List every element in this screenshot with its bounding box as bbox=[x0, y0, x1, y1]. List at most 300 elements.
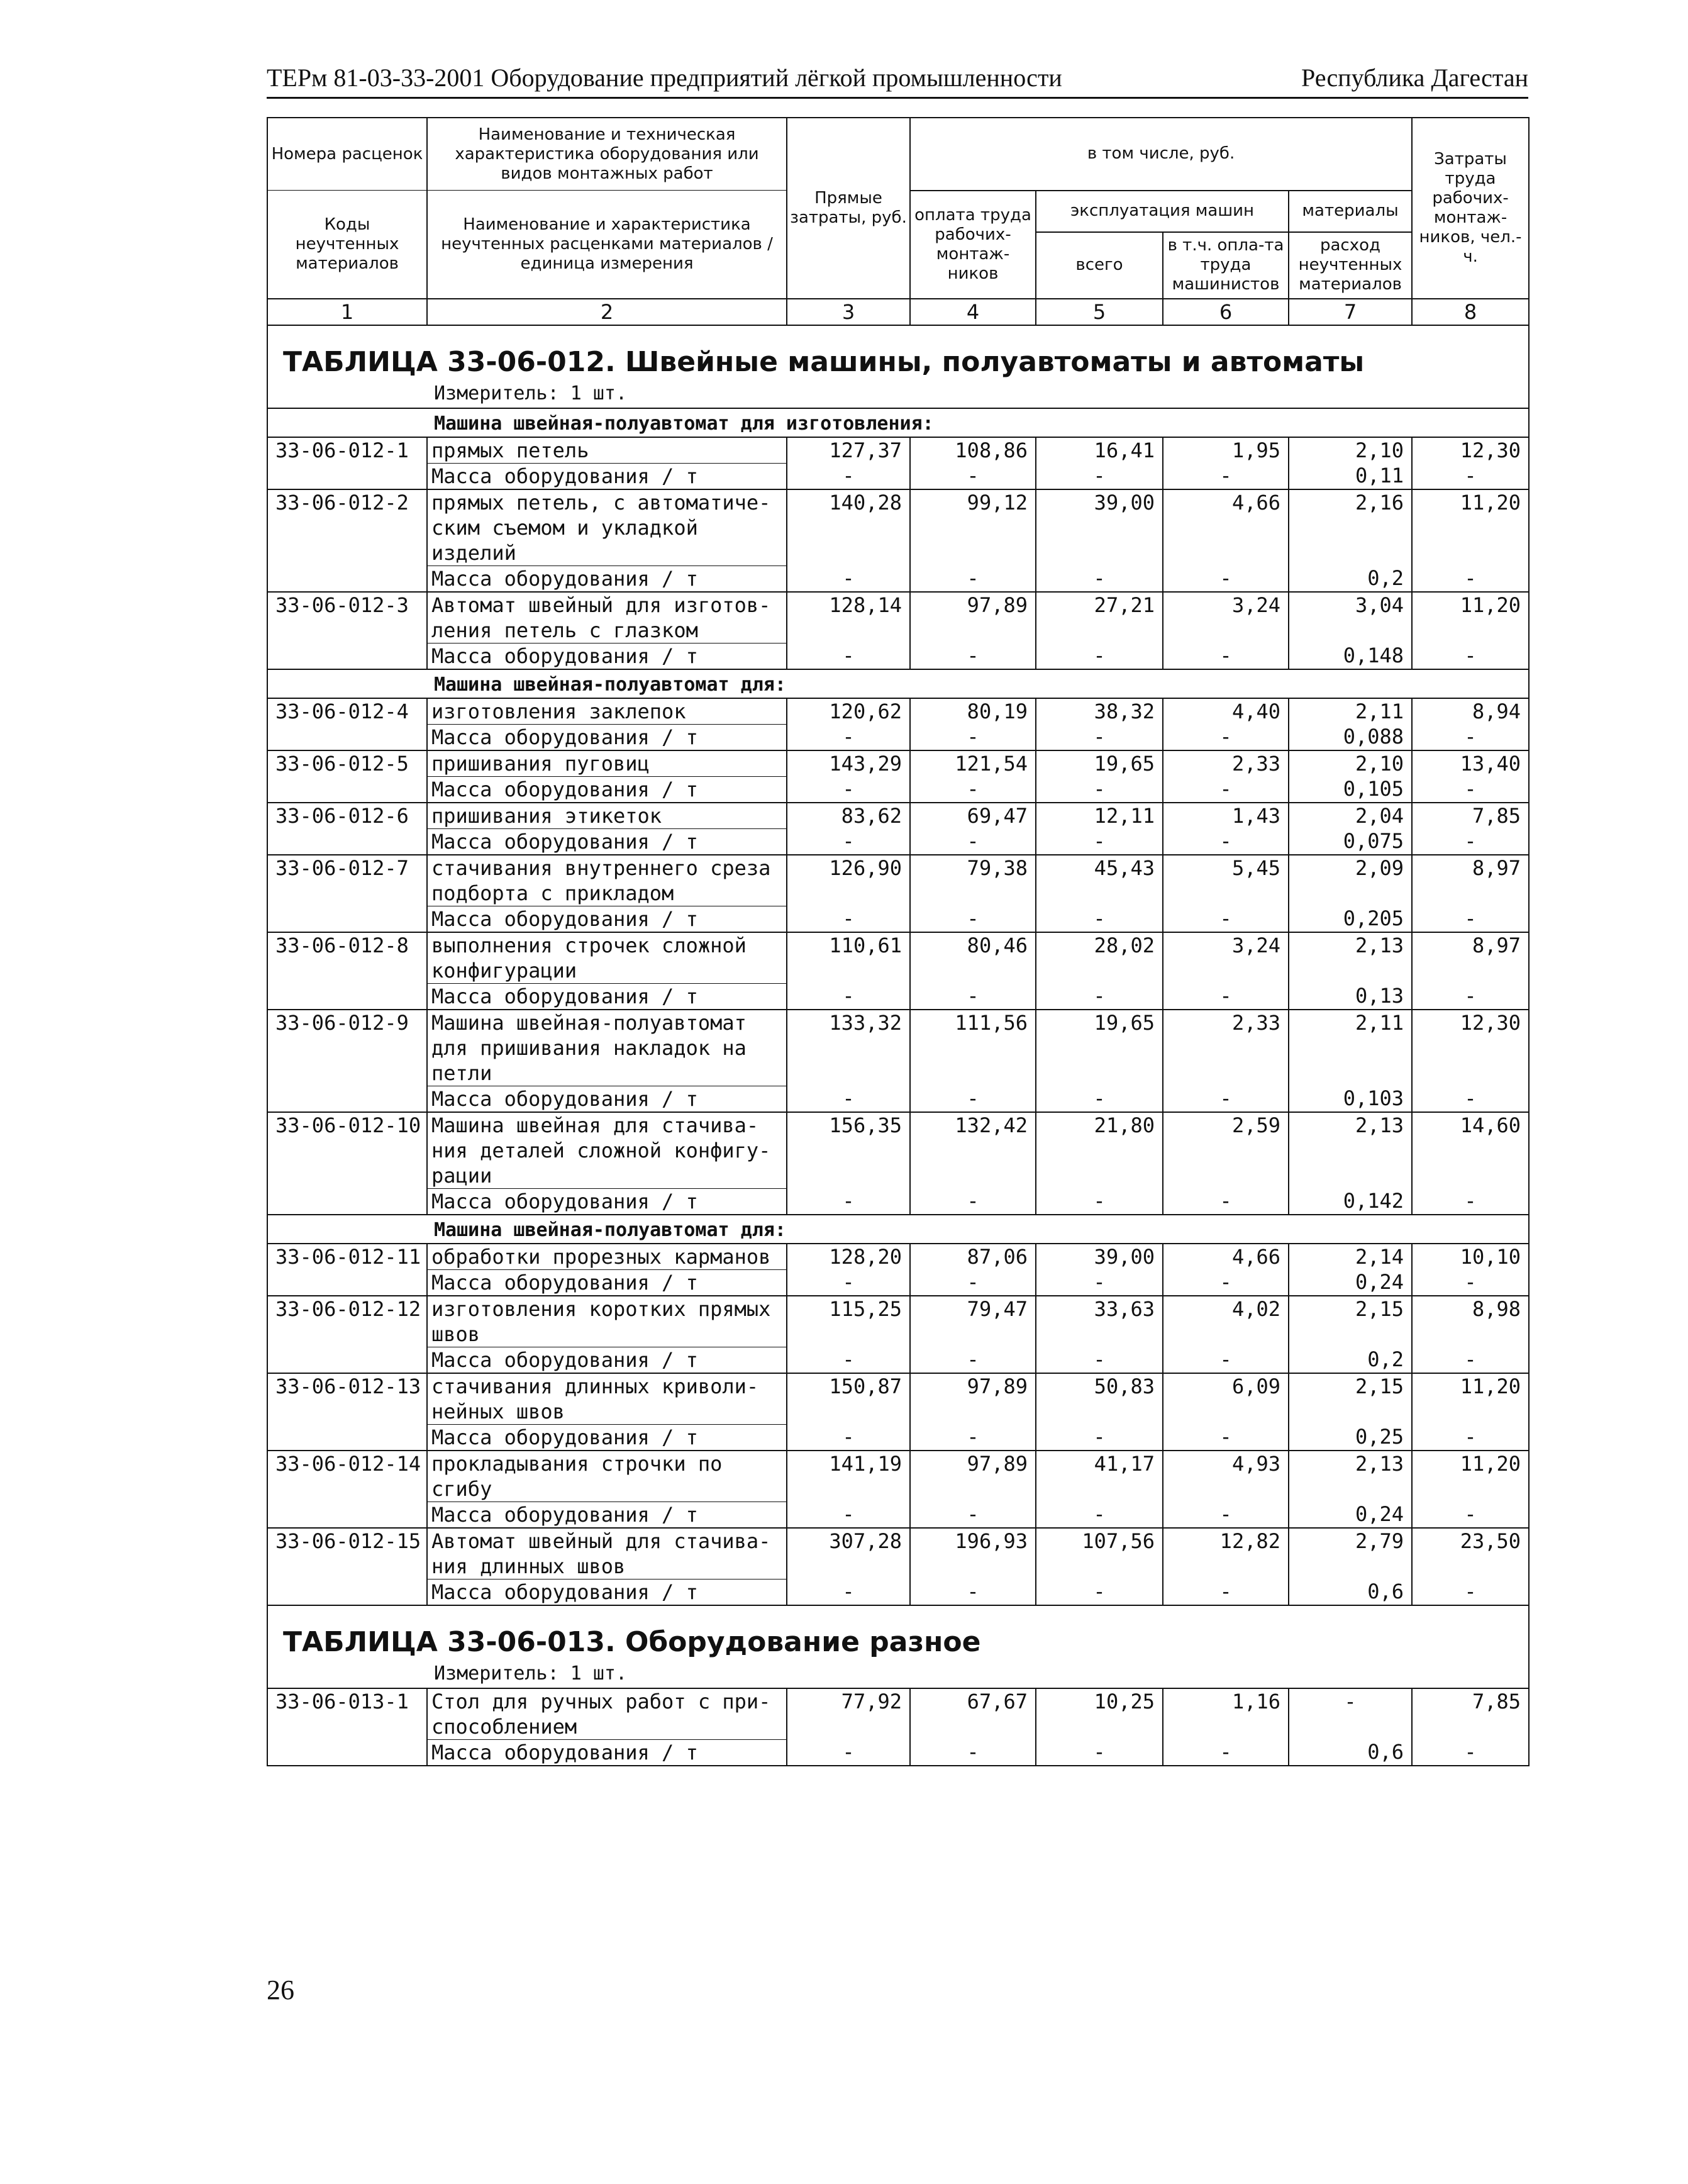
mass-label: Масса оборудования / т bbox=[427, 983, 787, 1010]
table-row bbox=[267, 1296, 1529, 1347]
work-name-line: нейных швов bbox=[431, 1399, 565, 1424]
mass-dash-c4: - bbox=[910, 463, 1036, 489]
group-heading-row bbox=[267, 408, 1529, 437]
value-c3: 307,28 bbox=[787, 1528, 910, 1580]
mass-label: Масса оборудования / т bbox=[427, 724, 787, 750]
mass-code-blank bbox=[267, 983, 427, 1010]
mass-label: Масса оборудования / т bbox=[427, 1347, 787, 1373]
header-row-1 bbox=[267, 118, 1529, 191]
mass-row bbox=[267, 1502, 1529, 1528]
work-name-line: изготовления коротких прямых bbox=[431, 1296, 771, 1321]
rate-code: 33-06-012-4 bbox=[267, 698, 427, 725]
col4-header: оплата труда рабочих-монтаж-ников bbox=[910, 191, 1036, 299]
mass-dash-c8: - bbox=[1412, 724, 1529, 750]
value-c7: 2,79 bbox=[1289, 1528, 1412, 1580]
value-c6: 4,40 bbox=[1163, 698, 1289, 725]
work-name-line: петли bbox=[431, 1061, 492, 1085]
mass-dash-c4: - bbox=[910, 1502, 1036, 1528]
rate-code: 33-06-012-9 bbox=[267, 1010, 427, 1086]
mass-value: 0,2 bbox=[1289, 1347, 1412, 1373]
value-c8: 7,85 bbox=[1412, 1688, 1529, 1740]
page-number: 26 bbox=[267, 1975, 294, 2005]
value-c5: 27,21 bbox=[1036, 592, 1163, 644]
value-c4: 79,38 bbox=[910, 855, 1036, 906]
mass-value: 0,088 bbox=[1289, 724, 1412, 750]
mass-dash-c4: - bbox=[910, 983, 1036, 1010]
rate-code: 33-06-012-13 bbox=[267, 1373, 427, 1425]
mass-dash-c4: - bbox=[910, 776, 1036, 803]
value-c5: 33,63 bbox=[1036, 1296, 1163, 1347]
col1-header-bottom: Коды неучтенных материалов bbox=[267, 191, 427, 299]
value-c7: 2,16 bbox=[1289, 489, 1412, 566]
included-header: в том числе, руб. bbox=[910, 118, 1412, 191]
mass-dash-c8: - bbox=[1412, 828, 1529, 855]
work-name-line: ния деталей сложной конфигу- bbox=[431, 1138, 771, 1162]
mass-dash-c8: - bbox=[1412, 463, 1529, 489]
mass-dash-c6: - bbox=[1163, 1502, 1289, 1528]
col8-header: Затраты труда рабочих-монтаж-ников, чел.-ч. bbox=[1412, 118, 1529, 299]
col2-header-top: Наименование и техническая характеристика оборудования или видов монтажных работ bbox=[427, 118, 787, 191]
value-c5: 28,02 bbox=[1036, 932, 1163, 984]
value-c6: 3,24 bbox=[1163, 592, 1289, 644]
mass-code-blank bbox=[267, 1502, 427, 1528]
mass-dash-c6: - bbox=[1163, 1086, 1289, 1112]
value-c7: 2,13 bbox=[1289, 1451, 1412, 1502]
rate-code: 33-06-012-7 bbox=[267, 855, 427, 906]
table-row bbox=[267, 750, 1529, 777]
work-name-line: прямых петель bbox=[431, 438, 589, 462]
value-c6: 4,02 bbox=[1163, 1296, 1289, 1347]
value-c4: 69,47 bbox=[910, 803, 1036, 829]
value-c8: 11,20 bbox=[1412, 1373, 1529, 1425]
mass-dash-c4: - bbox=[910, 566, 1036, 592]
mass-dash-c8: - bbox=[1412, 1086, 1529, 1112]
mass-dash-c4: - bbox=[910, 1347, 1036, 1373]
mass-code-blank bbox=[267, 1739, 427, 1766]
mass-value: 0,205 bbox=[1289, 906, 1412, 932]
value-c7: 2,13 bbox=[1289, 932, 1412, 984]
value-c3: 127,37 bbox=[787, 437, 910, 464]
mass-dash-c5: - bbox=[1036, 1739, 1163, 1766]
mass-dash-c6: - bbox=[1163, 1188, 1289, 1215]
mass-dash-c3: - bbox=[787, 724, 910, 750]
mass-value: 0,6 bbox=[1289, 1739, 1412, 1766]
work-name bbox=[427, 1373, 787, 1425]
mass-code-blank bbox=[267, 1086, 427, 1112]
work-name-line: ния длинных швов bbox=[431, 1554, 626, 1578]
value-c8: 11,20 bbox=[1412, 489, 1529, 566]
mass-code-blank bbox=[267, 463, 427, 489]
value-c3: 120,62 bbox=[787, 698, 910, 725]
mass-dash-c5: - bbox=[1036, 983, 1163, 1010]
value-c6: 4,66 bbox=[1163, 1244, 1289, 1270]
mass-code-blank bbox=[267, 1579, 427, 1605]
value-c5: 16,41 bbox=[1036, 437, 1163, 464]
measure-unit: Измеритель: 1 шт. bbox=[267, 1660, 1529, 1688]
col1-header-top: Номера расценок bbox=[267, 118, 427, 191]
value-c5: 19,65 bbox=[1036, 750, 1163, 777]
value-c5: 38,32 bbox=[1036, 698, 1163, 725]
group-heading: Машина швейная-полуавтомат для: bbox=[267, 1215, 1529, 1244]
work-name-line: Стол для ручных работ с при- bbox=[431, 1689, 771, 1713]
table-row bbox=[267, 855, 1529, 906]
mass-row bbox=[267, 566, 1529, 592]
mass-code-blank bbox=[267, 906, 427, 932]
value-c3: 115,25 bbox=[787, 1296, 910, 1347]
materials-header: материалы bbox=[1289, 191, 1412, 232]
value-c8: 23,50 bbox=[1412, 1528, 1529, 1580]
col7-header: расход неучтенных материалов bbox=[1289, 232, 1412, 299]
mass-value: 0,11 bbox=[1289, 463, 1412, 489]
mass-dash-c8: - bbox=[1412, 1579, 1529, 1605]
value-c5: 50,83 bbox=[1036, 1373, 1163, 1425]
mass-dash-c3: - bbox=[787, 828, 910, 855]
mass-dash-c3: - bbox=[787, 566, 910, 592]
work-name bbox=[427, 803, 787, 829]
work-name-line: Автомат швейный для стачива- bbox=[431, 1529, 771, 1553]
table-row bbox=[267, 1244, 1529, 1270]
value-c6: 4,93 bbox=[1163, 1451, 1289, 1502]
table-row bbox=[267, 1451, 1529, 1502]
value-c4: 108,86 bbox=[910, 437, 1036, 464]
mass-label: Масса оборудования / т bbox=[427, 1086, 787, 1112]
mass-dash-c3: - bbox=[787, 1269, 910, 1296]
running-header-region: Республика Дагестан bbox=[1301, 64, 1528, 92]
mass-dash-c4: - bbox=[910, 1086, 1036, 1112]
mass-value: 0,142 bbox=[1289, 1188, 1412, 1215]
mass-label: Масса оборудования / т bbox=[427, 1502, 787, 1528]
mass-dash-c8: - bbox=[1412, 1347, 1529, 1373]
mass-dash-c3: - bbox=[787, 1188, 910, 1215]
value-c3: 143,29 bbox=[787, 750, 910, 777]
mass-label: Масса оборудования / т bbox=[427, 1739, 787, 1766]
mass-dash-c8: - bbox=[1412, 906, 1529, 932]
work-name-line: пришивания пуговиц bbox=[431, 751, 650, 776]
mass-dash-c4: - bbox=[910, 906, 1036, 932]
value-c4: 121,54 bbox=[910, 750, 1036, 777]
value-c5: 12,11 bbox=[1036, 803, 1163, 829]
work-name-line: рации bbox=[431, 1163, 492, 1188]
mass-dash-c3: - bbox=[787, 983, 910, 1010]
mass-row bbox=[267, 776, 1529, 803]
rate-code: 33-06-012-5 bbox=[267, 750, 427, 777]
mass-label: Масса оборудования / т bbox=[427, 463, 787, 489]
rate-code: 33-06-013-1 bbox=[267, 1688, 427, 1740]
mass-dash-c5: - bbox=[1036, 724, 1163, 750]
measure-row bbox=[267, 380, 1529, 408]
mass-dash-c3: - bbox=[787, 906, 910, 932]
col2-header-bottom: Наименование и характеристика неучтенных расценками материалов / единица измерения bbox=[427, 191, 787, 299]
mass-dash-c5: - bbox=[1036, 1579, 1163, 1605]
mass-dash-c4: - bbox=[910, 1579, 1036, 1605]
work-name-line: стачивания внутреннего среза bbox=[431, 855, 771, 880]
value-c7: 2,15 bbox=[1289, 1373, 1412, 1425]
table-row bbox=[267, 1010, 1529, 1086]
table-row bbox=[267, 932, 1529, 984]
mass-dash-c6: - bbox=[1163, 566, 1289, 592]
mass-row bbox=[267, 1086, 1529, 1112]
work-name-line: ления петель с глазком bbox=[431, 618, 698, 642]
work-name bbox=[427, 1112, 787, 1189]
value-c8: 12,30 bbox=[1412, 1010, 1529, 1086]
mass-value: 0,13 bbox=[1289, 983, 1412, 1010]
value-c8: 8,94 bbox=[1412, 698, 1529, 725]
work-name bbox=[427, 750, 787, 777]
mass-row bbox=[267, 828, 1529, 855]
table-row bbox=[267, 1373, 1529, 1425]
value-c5: 39,00 bbox=[1036, 489, 1163, 566]
value-c6: 3,24 bbox=[1163, 932, 1289, 984]
group-heading-row bbox=[267, 1215, 1529, 1244]
mass-row bbox=[267, 1579, 1529, 1605]
mass-row bbox=[267, 463, 1529, 489]
mass-dash-c4: - bbox=[910, 1188, 1036, 1215]
value-c7: 3,04 bbox=[1289, 592, 1412, 644]
running-header-title: ТЕРм 81-03-33-2001 Оборудование предприятий лёгкой промышленности bbox=[267, 64, 1062, 92]
value-c4: 80,46 bbox=[910, 932, 1036, 984]
work-name bbox=[427, 698, 787, 725]
work-name bbox=[427, 932, 787, 984]
table-row bbox=[267, 489, 1529, 566]
machines-header: эксплуатация машин bbox=[1036, 191, 1289, 232]
value-c4: 196,93 bbox=[910, 1528, 1036, 1580]
mass-dash-c5: - bbox=[1036, 828, 1163, 855]
mass-value: 0,25 bbox=[1289, 1424, 1412, 1451]
mass-code-blank bbox=[267, 1188, 427, 1215]
column-number: 2 bbox=[427, 299, 787, 325]
value-c8: 14,60 bbox=[1412, 1112, 1529, 1189]
column-number: 5 bbox=[1036, 299, 1163, 325]
mass-dash-c5: - bbox=[1036, 1424, 1163, 1451]
mass-label: Масса оборудования / т bbox=[427, 643, 787, 669]
mass-value: 0,24 bbox=[1289, 1502, 1412, 1528]
mass-dash-c6: - bbox=[1163, 906, 1289, 932]
mass-code-blank bbox=[267, 1269, 427, 1296]
value-c7: 2,11 bbox=[1289, 698, 1412, 725]
value-c3: 126,90 bbox=[787, 855, 910, 906]
mass-row bbox=[267, 1739, 1529, 1766]
rates-table-wrapper bbox=[267, 117, 1528, 1766]
mass-label: Масса оборудования / т bbox=[427, 1424, 787, 1451]
measure-unit: Измеритель: 1 шт. bbox=[267, 380, 1529, 408]
column-number: 8 bbox=[1412, 299, 1529, 325]
mass-dash-c3: - bbox=[787, 1739, 910, 1766]
rate-code: 33-06-012-6 bbox=[267, 803, 427, 829]
value-c6: 2,33 bbox=[1163, 1010, 1289, 1086]
value-c6: 6,09 bbox=[1163, 1373, 1289, 1425]
mass-dash-c5: - bbox=[1036, 1188, 1163, 1215]
header-rule bbox=[267, 97, 1528, 99]
value-c3: 140,28 bbox=[787, 489, 910, 566]
mass-code-blank bbox=[267, 828, 427, 855]
mass-value: 0,103 bbox=[1289, 1086, 1412, 1112]
value-c4: 132,42 bbox=[910, 1112, 1036, 1189]
table-row bbox=[267, 437, 1529, 464]
mass-row bbox=[267, 906, 1529, 932]
value-c7: 2,13 bbox=[1289, 1112, 1412, 1189]
mass-dash-c3: - bbox=[787, 776, 910, 803]
column-number: 7 bbox=[1289, 299, 1412, 325]
mass-code-blank bbox=[267, 1424, 427, 1451]
value-c3: 128,14 bbox=[787, 592, 910, 644]
table-title-row bbox=[267, 1605, 1529, 1660]
mass-value: 0,075 bbox=[1289, 828, 1412, 855]
mass-code-blank bbox=[267, 1347, 427, 1373]
mass-row bbox=[267, 643, 1529, 669]
mass-dash-c3: - bbox=[787, 1502, 910, 1528]
mass-dash-c8: - bbox=[1412, 983, 1529, 1010]
mass-dash-c6: - bbox=[1163, 828, 1289, 855]
value-c3: 77,92 bbox=[787, 1688, 910, 1740]
mass-dash-c6: - bbox=[1163, 1269, 1289, 1296]
work-name-line: швов bbox=[431, 1322, 480, 1346]
rate-code: 33-06-012-12 bbox=[267, 1296, 427, 1347]
mass-label: Масса оборудования / т bbox=[427, 1269, 787, 1296]
mass-label: Масса оборудования / т bbox=[427, 776, 787, 803]
work-name-line: конфигурации bbox=[431, 958, 577, 983]
mass-code-blank bbox=[267, 643, 427, 669]
work-name-line: стачивания длинных криволи- bbox=[431, 1374, 759, 1398]
value-c7: 2,04 bbox=[1289, 803, 1412, 829]
table-row bbox=[267, 1688, 1529, 1740]
work-name bbox=[427, 1244, 787, 1270]
value-c7: 2,15 bbox=[1289, 1296, 1412, 1347]
mass-row bbox=[267, 1424, 1529, 1451]
rate-code: 33-06-012-11 bbox=[267, 1244, 427, 1270]
mass-label: Масса оборудования / т bbox=[427, 566, 787, 592]
mass-dash-c8: - bbox=[1412, 1188, 1529, 1215]
mass-label: Масса оборудования / т bbox=[427, 1579, 787, 1605]
value-c8: 8,98 bbox=[1412, 1296, 1529, 1347]
value-c6: 2,33 bbox=[1163, 750, 1289, 777]
mass-dash-c3: - bbox=[787, 1086, 910, 1112]
mass-code-blank bbox=[267, 776, 427, 803]
value-c4: 97,89 bbox=[910, 1373, 1036, 1425]
work-name-line: обработки прорезных карманов bbox=[431, 1244, 771, 1269]
mass-dash-c6: - bbox=[1163, 1739, 1289, 1766]
mass-dash-c6: - bbox=[1163, 776, 1289, 803]
mass-dash-c5: - bbox=[1036, 906, 1163, 932]
mass-dash-c8: - bbox=[1412, 643, 1529, 669]
value-c8: 11,20 bbox=[1412, 592, 1529, 644]
mass-label: Масса оборудования / т bbox=[427, 906, 787, 932]
mass-value: 0,24 bbox=[1289, 1269, 1412, 1296]
value-c5: 107,56 bbox=[1036, 1528, 1163, 1580]
work-name bbox=[427, 1296, 787, 1347]
value-c4: 97,89 bbox=[910, 1451, 1036, 1502]
mass-dash-c4: - bbox=[910, 1269, 1036, 1296]
rate-code: 33-06-012-14 bbox=[267, 1451, 427, 1502]
rate-code: 33-06-012-10 bbox=[267, 1112, 427, 1189]
mass-dash-c3: - bbox=[787, 1347, 910, 1373]
value-c4: 97,89 bbox=[910, 592, 1036, 644]
value-c4: 79,47 bbox=[910, 1296, 1036, 1347]
work-name-line: ским съемом и укладкой изделий bbox=[431, 515, 698, 565]
value-c3: 133,32 bbox=[787, 1010, 910, 1086]
mass-dash-c5: - bbox=[1036, 776, 1163, 803]
mass-dash-c8: - bbox=[1412, 776, 1529, 803]
group-heading-row bbox=[267, 669, 1529, 698]
mass-dash-c3: - bbox=[787, 1579, 910, 1605]
mass-dash-c6: - bbox=[1163, 463, 1289, 489]
mass-row bbox=[267, 1269, 1529, 1296]
work-name bbox=[427, 1451, 787, 1502]
value-c3: 156,35 bbox=[787, 1112, 910, 1189]
value-c3: 110,61 bbox=[787, 932, 910, 984]
mass-dash-c8: - bbox=[1412, 1739, 1529, 1766]
mass-dash-c6: - bbox=[1163, 1579, 1289, 1605]
mass-dash-c8: - bbox=[1412, 1269, 1529, 1296]
mass-value: 0,2 bbox=[1289, 566, 1412, 592]
mass-code-blank bbox=[267, 724, 427, 750]
value-c7: 2,10 bbox=[1289, 750, 1412, 777]
mass-dash-c5: - bbox=[1036, 1502, 1163, 1528]
table-row bbox=[267, 803, 1529, 829]
work-name bbox=[427, 1010, 787, 1086]
table-title: ТАБЛИЦА 33-06-012. Швейные машины, полуавтоматы и автоматы bbox=[267, 325, 1529, 380]
work-name bbox=[427, 855, 787, 906]
measure-row bbox=[267, 1660, 1529, 1688]
mass-dash-c6: - bbox=[1163, 643, 1289, 669]
work-name-line: выполнения строчек сложной bbox=[431, 933, 747, 957]
table-row bbox=[267, 592, 1529, 644]
work-name-line: Машина швейная-полуавтомат bbox=[431, 1010, 747, 1035]
work-name bbox=[427, 1528, 787, 1580]
value-c8: 13,40 bbox=[1412, 750, 1529, 777]
value-c8: 8,97 bbox=[1412, 855, 1529, 906]
table-row bbox=[267, 1112, 1529, 1189]
mass-dash-c5: - bbox=[1036, 1086, 1163, 1112]
mass-value: 0,105 bbox=[1289, 776, 1412, 803]
column-number: 4 bbox=[910, 299, 1036, 325]
value-c6: 1,43 bbox=[1163, 803, 1289, 829]
column-number: 3 bbox=[787, 299, 910, 325]
mass-dash-c6: - bbox=[1163, 1424, 1289, 1451]
mass-label: Масса оборудования / т bbox=[427, 1188, 787, 1215]
table-row bbox=[267, 698, 1529, 725]
rate-code: 33-06-012-3 bbox=[267, 592, 427, 644]
mass-dash-c4: - bbox=[910, 1739, 1036, 1766]
mass-dash-c5: - bbox=[1036, 1269, 1163, 1296]
work-name-line: изготовления заклепок bbox=[431, 699, 686, 723]
col5-header: всего bbox=[1036, 232, 1163, 299]
col6-header: в т.ч. опла-та труда машинистов bbox=[1163, 232, 1289, 299]
mass-label: Масса оборудования / т bbox=[427, 828, 787, 855]
value-c4: 111,56 bbox=[910, 1010, 1036, 1086]
value-c7: 2,10 bbox=[1289, 437, 1412, 464]
rates-table bbox=[267, 117, 1530, 1766]
work-name-line: пришивания этикеток bbox=[431, 803, 662, 828]
mass-dash-c4: - bbox=[910, 828, 1036, 855]
value-c8: 11,20 bbox=[1412, 1451, 1529, 1502]
value-c7: 2,11 bbox=[1289, 1010, 1412, 1086]
value-c8: 10,10 bbox=[1412, 1244, 1529, 1270]
value-c4: 99,12 bbox=[910, 489, 1036, 566]
value-c3: 141,19 bbox=[787, 1451, 910, 1502]
column-number: 6 bbox=[1163, 299, 1289, 325]
value-c4: 67,67 bbox=[910, 1688, 1036, 1740]
value-c5: 41,17 bbox=[1036, 1451, 1163, 1502]
work-name-line: Автомат швейный для изготов- bbox=[431, 593, 771, 617]
work-name bbox=[427, 437, 787, 464]
value-c6: 5,45 bbox=[1163, 855, 1289, 906]
mass-dash-c8: - bbox=[1412, 1502, 1529, 1528]
mass-dash-c4: - bbox=[910, 724, 1036, 750]
value-c8: 8,97 bbox=[1412, 932, 1529, 984]
value-c7: 2,09 bbox=[1289, 855, 1412, 906]
work-name-line: Машина швейная для стачива- bbox=[431, 1113, 759, 1137]
mass-dash-c4: - bbox=[910, 1424, 1036, 1451]
